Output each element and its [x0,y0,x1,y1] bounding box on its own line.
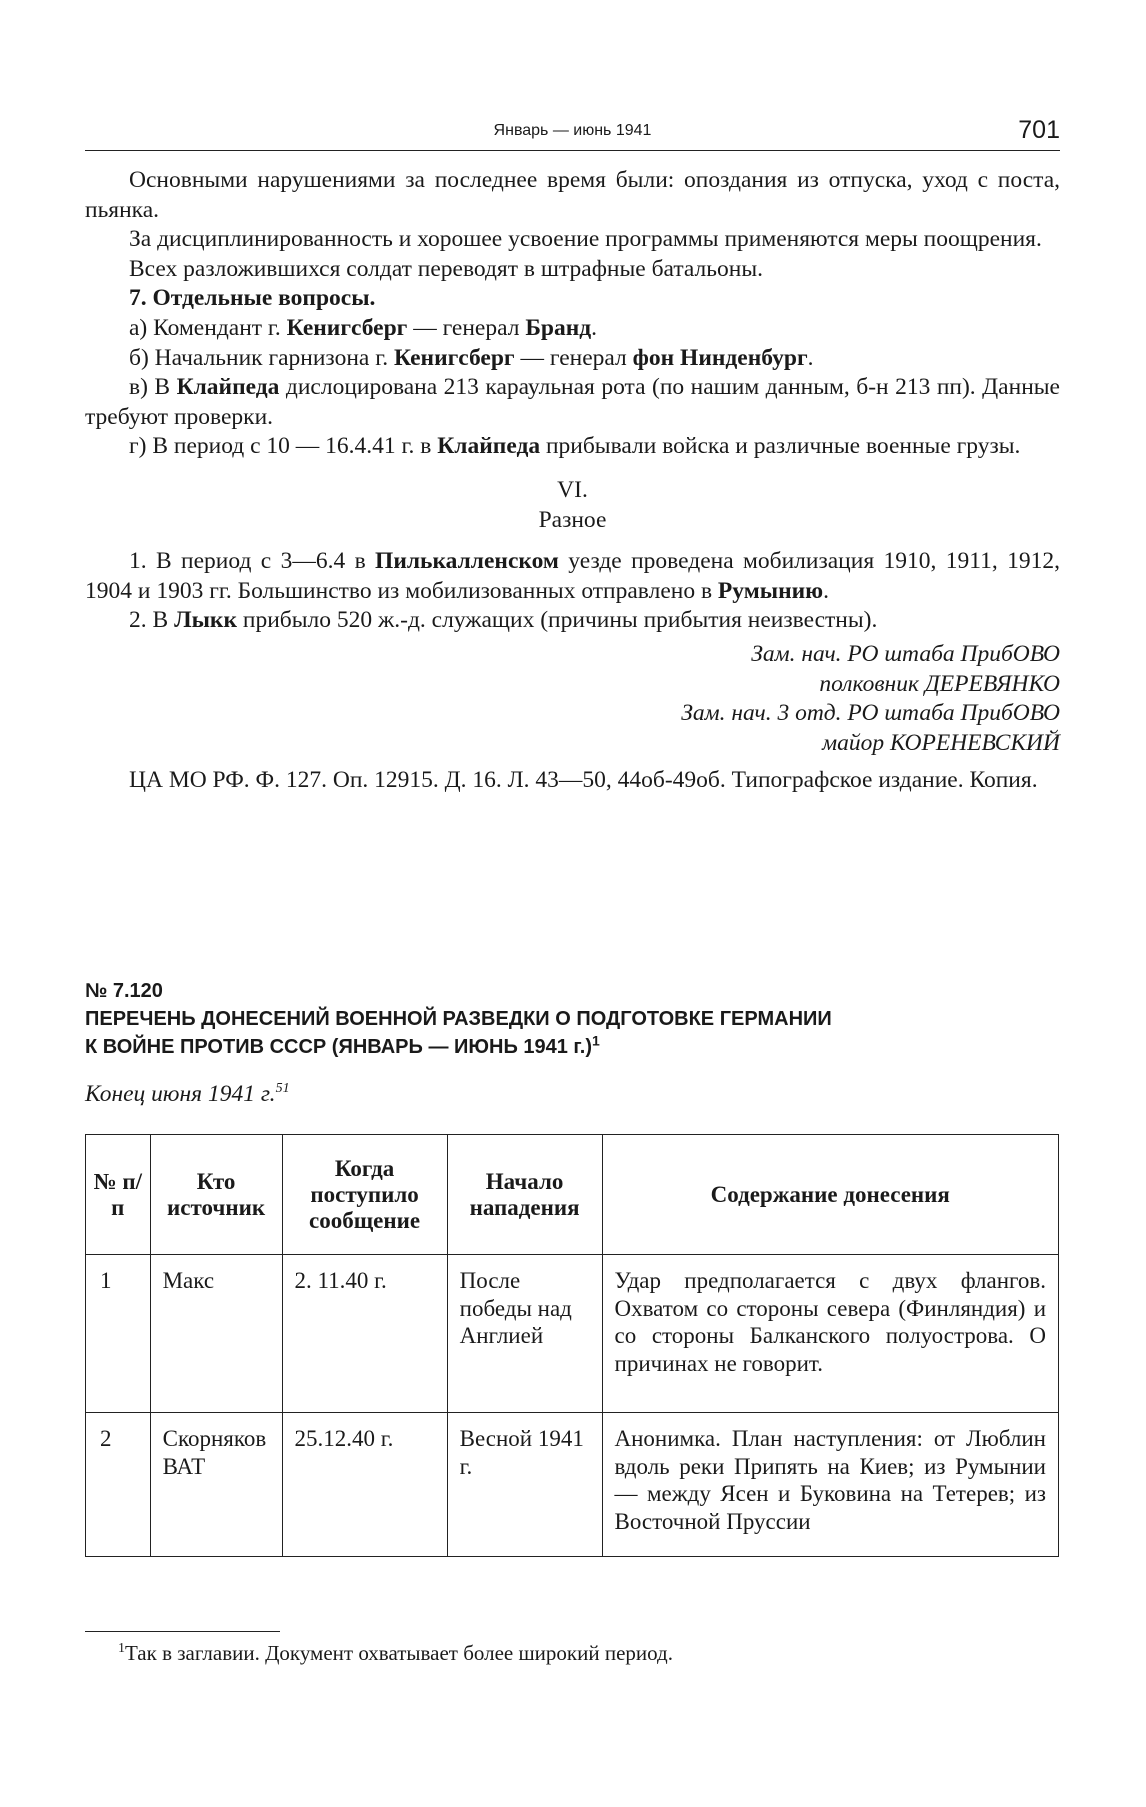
document-title-line-2 [85,1033,1060,1061]
text: дислоцирована 213 караульная рота (по нашим данным, б-н 213 пп). Данные требуют проверки. [85,374,1060,430]
place-name: Клайпеда [437,433,541,460]
cell-received: 2. 11.40 г. [282,1255,447,1413]
footnote-mark: 1 [118,1641,125,1656]
text: 1. В период с 3—6.4 в [129,548,376,575]
paragraph [85,314,1060,344]
text: прибывали войска и различные военные грузы. [540,433,1021,460]
column-header: Начало нападения [447,1135,602,1255]
column-header: № п/п [86,1135,151,1255]
text: уезде проведена мобилизация 1910, 1911, 1912, 1904 и 1903 гг. Большинство из мобилизованных отправлено в [85,548,1060,604]
table-header-row [86,1135,1059,1255]
text: — генерал [514,344,633,371]
section-heading [85,284,1060,314]
text: б) Начальник гарнизона г. [129,344,394,371]
paragraph: Основными нарушениями за последнее время были: опоздания из отпуска, уход с поста, пьянка. [85,167,1060,223]
text: . [591,314,598,341]
paragraph [85,373,1060,432]
running-title: Январь — июнь 1941 [493,122,652,139]
text: — генерал [407,314,526,341]
footnote-text: Так в заглавии. Документ охватывает более широкий период. [125,1641,673,1665]
text: 2. В [129,607,175,634]
column-header: Когда поступило сообщение [282,1135,447,1255]
place-name: Румынию [717,577,824,604]
footnote-mark: 1 [591,1032,600,1049]
table-row [86,1255,1059,1413]
signature-title: Зам. нач. 3 отд. РО штаба ПрибОВО [681,700,1060,727]
text: . [823,577,829,604]
archive-source: ЦА МО РФ. Ф. 127. Оп. 12915. Д. 16. Л. 43—50, 44об-49об. Типографское издание. Копия. [129,767,1038,794]
column-header: Кто источник [150,1135,282,1255]
section-heading-text: 7. Отдельные вопросы. [129,285,376,312]
person-name: Бранд [525,314,592,341]
cell-attack-start: После победы над Англией [447,1255,602,1413]
cell-attack-start: Весной 1941 г. [447,1413,602,1557]
text: прибыло 520 ж.-д. служащих (причины прибытия неизвестны). [237,607,878,634]
text: в) В [129,374,177,401]
body-text [85,166,1060,796]
cell-source: Макс [150,1255,282,1413]
place-name: Лыкк [174,607,238,634]
document-date [85,1081,290,1108]
running-header [85,118,1060,151]
document-title-text: К ВОЙНЕ ПРОТИВ СССР (ЯНВАРЬ — ИЮНЬ 1941 г.) [85,1036,592,1058]
text: г) В период с 10 — 16.4.41 г. в [129,433,438,460]
column-header: Содержание донесения [602,1135,1058,1255]
paragraph [85,547,1060,606]
section-number: VI. [557,476,588,503]
place-name: Кенигсберг [393,344,515,371]
text: . [807,344,814,371]
intelligence-reports-table [85,1134,1059,1557]
table-row [86,1413,1059,1557]
signature-title: Зам. нач. РО штаба ПрибОВО [751,640,1060,667]
cell-source: Скорняков ВАТ [150,1413,282,1557]
paragraph: Всех разложившихся солдат переводят в штрафные батальоны. [129,255,763,282]
text: а) Комендант г. [129,314,287,341]
section-title: Разное [538,506,607,533]
cell-number: 2 [86,1413,151,1557]
place-name: Кенигсберг [286,314,408,341]
paragraph [85,344,1060,374]
document-date-text: Конец июня 1941 г. [85,1081,276,1107]
place-name: Пилькалленском [375,548,559,575]
person-name: фон Нинденбург [632,344,808,371]
paragraph [85,432,1060,462]
cell-content: Анонимка. План наступления: от Люблин вдоль реки Припять на Киев; из Румынии — между Ясен и Буковина на Тетерев; из Восточной Пруссии [602,1413,1058,1557]
signature-name: полковник ДЕРЕВЯНКО [819,670,1060,697]
signature-name: майор КОРЕНЕВСКИЙ [822,729,1060,756]
cell-number: 1 [86,1255,151,1413]
cell-received: 25.12.40 г. [282,1413,447,1557]
document-number: № 7.120 [85,980,163,1002]
paragraph: За дисциплинированность и хорошее усвоение программы применяются меры поощрения. [129,226,1042,253]
footnote-rule [85,1631,280,1632]
place-name: Клайпеда [176,374,280,401]
paragraph [85,606,1060,636]
page-number: 701 [1018,116,1060,144]
document-heading [85,977,1060,1061]
cell-content: Удар предполагается с двух флангов. Охватом со стороны севера (Финляндия) и со стороны Балканского полуострова. О причинах не говорит. [602,1255,1058,1413]
footnote-mark: 51 [275,1081,290,1097]
footnote [85,1641,1060,1666]
document-title-line: ПЕРЕЧЕНЬ ДОНЕСЕНИЙ ВОЕННОЙ РАЗВЕДКИ О ПОДГОТОВКЕ ГЕРМАНИИ [85,1008,832,1030]
